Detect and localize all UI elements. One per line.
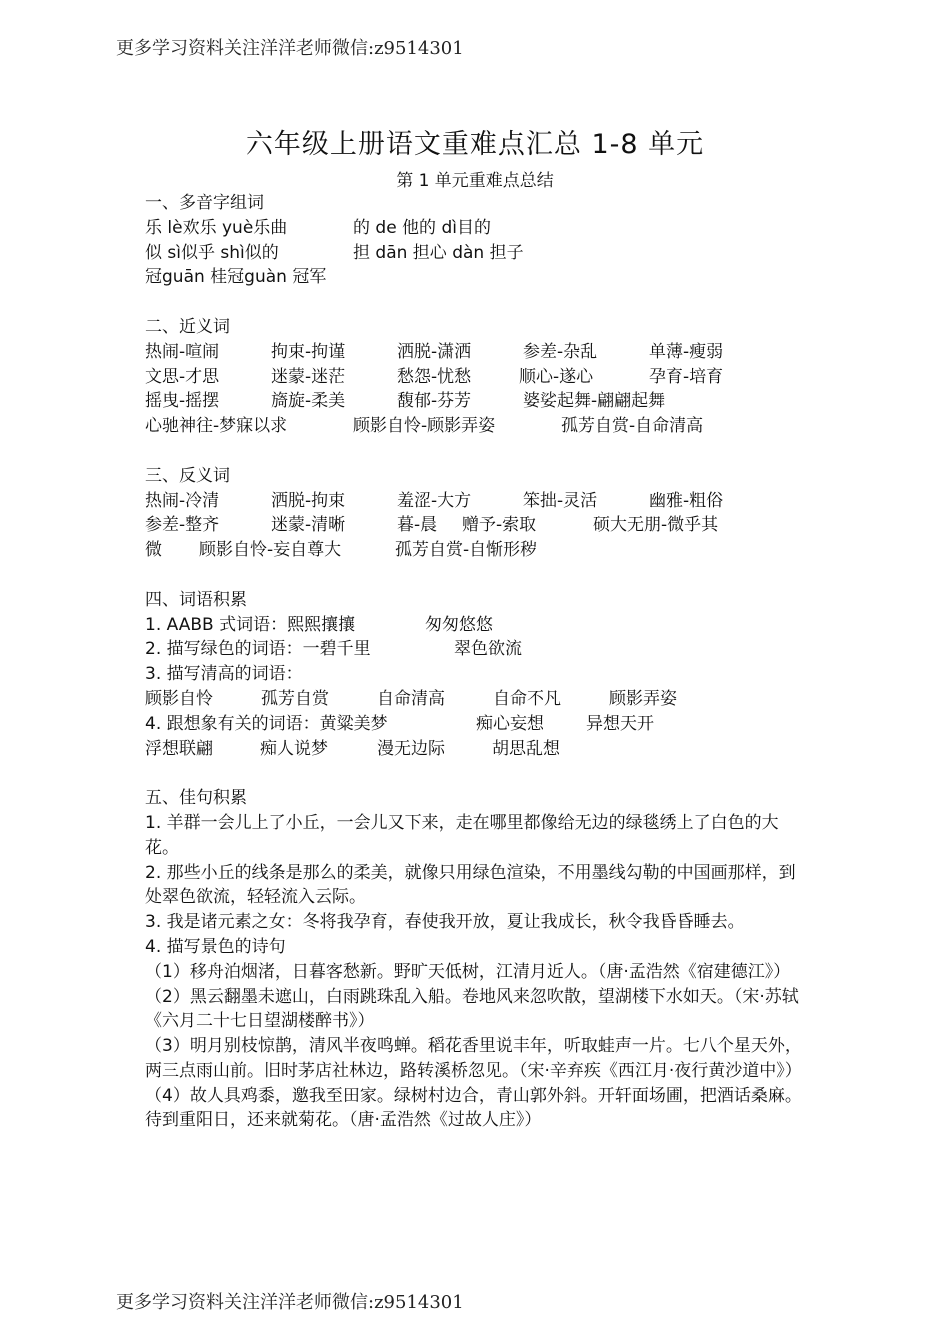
synonym-pair: 婆娑起舞-翩翩起舞 — [523, 391, 666, 412]
synonym-pair: 单薄-瘦弱 — [649, 341, 724, 362]
synonym-pair: 迷蒙-迷茫 — [271, 366, 346, 387]
poem-item: （4）故人具鸡黍，邀我至田家。绿树村边合，青山郭外斜。开轩面场圃，把酒话桑麻。待到重阳日，还来就菊花。（唐·孟浩然《过故人庄》） — [145, 1085, 802, 1131]
antonym-pair: 洒脱-拘束 — [271, 490, 346, 511]
vocabulary-item: 浮想联翩 — [145, 738, 213, 759]
synonym-pair: 拘束-拘谨 — [271, 341, 346, 362]
vocabulary-item: 顾影自怜 — [145, 688, 213, 709]
vocabulary-item: 痴人说梦 — [260, 738, 328, 759]
synonym-row — [145, 389, 810, 414]
synonym-pair: 参差-杂乱 — [523, 341, 598, 362]
section-heading-vocabulary: 四、词语积累 — [145, 589, 247, 610]
antonym-pair: 参差-整齐 — [145, 515, 220, 536]
vocabulary-item: 胡思乱想 — [492, 738, 560, 759]
antonym-pair: 幽雅-粗俗 — [649, 490, 724, 511]
sentence-item: 3. 我是诸元素之女：冬将我孕育，春使我开放，夏让我成长，秋令我昏昏睡去。 — [145, 912, 745, 933]
section-heading-antonyms: 三、反义词 — [145, 465, 230, 486]
polyphone-row — [145, 241, 810, 266]
sentence-item: 2. 那些小丘的线条是那么的柔美，就像只用绿色渲染，不用墨线勾勒的中国画那样，到处翠色欲流，轻轻流入云际。 — [145, 862, 796, 908]
vocabulary-item: 2. 描写绿色的词语：一碧千里 — [145, 639, 371, 660]
vocabulary-item: 4. 跟想象有关的词语：黄粱美梦 — [145, 713, 388, 734]
antonym-pair: 笨拙-灵活 — [523, 490, 598, 511]
sentence-item: 1. 羊群一会儿上了小丘，一会儿又下来，走在哪里都像给无边的绿毯绣上了白色的大花。 — [145, 812, 779, 858]
vocabulary-item: 痴心妄想 — [476, 713, 544, 734]
vocabulary-line: 3. 描写清高的词语： — [145, 664, 303, 685]
synonym-pair: 旖旋-柔美 — [271, 391, 346, 412]
synonym-pair: 热闹-喧闹 — [145, 341, 220, 362]
antonym-pair: 迷蒙-清晰 — [271, 515, 346, 536]
synonym-row — [145, 414, 810, 439]
vocabulary-line — [145, 687, 810, 712]
synonym-pair: 顾影自怜-顾影弄姿 — [353, 416, 496, 437]
antonym-pair: 顾影自怜-妄自尊大 — [199, 540, 342, 561]
synonym-pair: 洒脱-潇洒 — [397, 341, 472, 362]
section-heading-polyphones: 一、多音字组词 — [145, 193, 264, 213]
vocabulary-line — [145, 613, 810, 638]
synonym-pair: 心驰神往-梦寐以求 — [145, 416, 288, 437]
poem-item: （2）黑云翻墨未遮山，白雨跳珠乱入船。卷地风来忽吹散，望湖楼下水如天。（宋·苏轼《六月二十七日望湖楼醉书》） — [145, 986, 799, 1032]
antonym-pair: 硕大无朋-微乎其 — [593, 515, 719, 536]
synonym-pair: 馥郁-芬芳 — [397, 391, 472, 412]
sentence-item: 4. 描写景色的诗句 — [145, 936, 286, 957]
document-body — [145, 191, 810, 1133]
poem-item: （3）明月别枝惊鹊，清风半夜鸣蝉。稻花香里说丰年，听取蛙声一片。七八个星天外，两三点雨山前。旧时茅店社林边，路转溪桥忽见。（宋·辛弃疾《西江月·夜行黄沙道中》） — [145, 1036, 802, 1081]
vocabulary-item: 孤芳自赏 — [261, 688, 329, 709]
vocabulary-item: 顾影弄姿 — [609, 688, 677, 709]
vocabulary-item: 漫无边际 — [377, 738, 445, 759]
antonym-pair: 微 — [145, 540, 162, 561]
vocabulary-item: 自命清高 — [377, 688, 445, 709]
antonym-row — [145, 513, 810, 538]
synonym-row — [145, 340, 810, 365]
vocabulary-item: 异想天开 — [586, 713, 654, 734]
antonym-pair: 赠予-索取 — [462, 515, 537, 536]
synonym-pair: 孕育-培育 — [649, 366, 724, 387]
unit-subtitle: 第 1 单元重难点总结 — [396, 171, 554, 191]
synonym-pair: 愁怨-忧愁 — [397, 366, 472, 387]
synonym-pair: 孤芳自赏-自命清高 — [561, 416, 704, 437]
antonym-pair: 羞涩-大方 — [397, 490, 472, 511]
polyphone-entry: 担 dān 担心 dàn 担子 — [353, 242, 524, 263]
synonym-row — [145, 365, 810, 390]
polyphone-entry: 冠guān 桂冠guàn 冠军 — [145, 267, 327, 288]
polyphone-entry: 的 de 他的 dì目的 — [353, 217, 491, 238]
antonym-pair: 孤芳自赏-自惭形秽 — [395, 540, 538, 561]
vocabulary-line — [145, 712, 810, 737]
antonym-pair: 热闹-冷清 — [145, 490, 220, 511]
poem-item: （1）移舟泊烟渚，日暮客愁新。野旷天低树，江清月近人。（唐·孟浩然《宿建德江》） — [145, 961, 791, 982]
page-header-note: 更多学习资料关注洋洋老师微信:z9514301 — [116, 38, 464, 59]
vocabulary-item: 自命不凡 — [493, 688, 561, 709]
polyphone-entry: 似 sì似乎 shì似的 — [145, 242, 279, 263]
vocabulary-item: 匆匆悠悠 — [425, 614, 493, 635]
document-title: 六年级上册语文重难点汇总 1-8 单元 — [245, 129, 705, 160]
antonym-row — [145, 489, 810, 514]
synonym-pair: 顺心-遂心 — [519, 366, 594, 387]
polyphone-row — [145, 216, 810, 241]
antonym-pair: 暮-晨 — [397, 515, 438, 536]
vocabulary-line — [145, 637, 810, 662]
polyphone-row — [145, 265, 810, 290]
section-heading-sentences: 五、佳句积累 — [145, 788, 247, 809]
vocabulary-item: 翠色欲流 — [454, 639, 522, 660]
polyphone-entry: 乐 lè欢乐 yuè乐曲 — [145, 217, 288, 238]
synonym-pair: 摇曳-摇摆 — [145, 391, 220, 412]
section-heading-synonyms: 二、近义词 — [145, 316, 230, 337]
page-footer-note: 更多学习资料关注洋洋老师微信:z9514301 — [116, 1292, 464, 1313]
vocabulary-item: 1. AABB 式词语：熙熙攘攘 — [145, 614, 356, 635]
synonym-pair: 文思-才思 — [145, 366, 220, 387]
antonym-row — [145, 538, 810, 563]
vocabulary-line — [145, 737, 810, 762]
